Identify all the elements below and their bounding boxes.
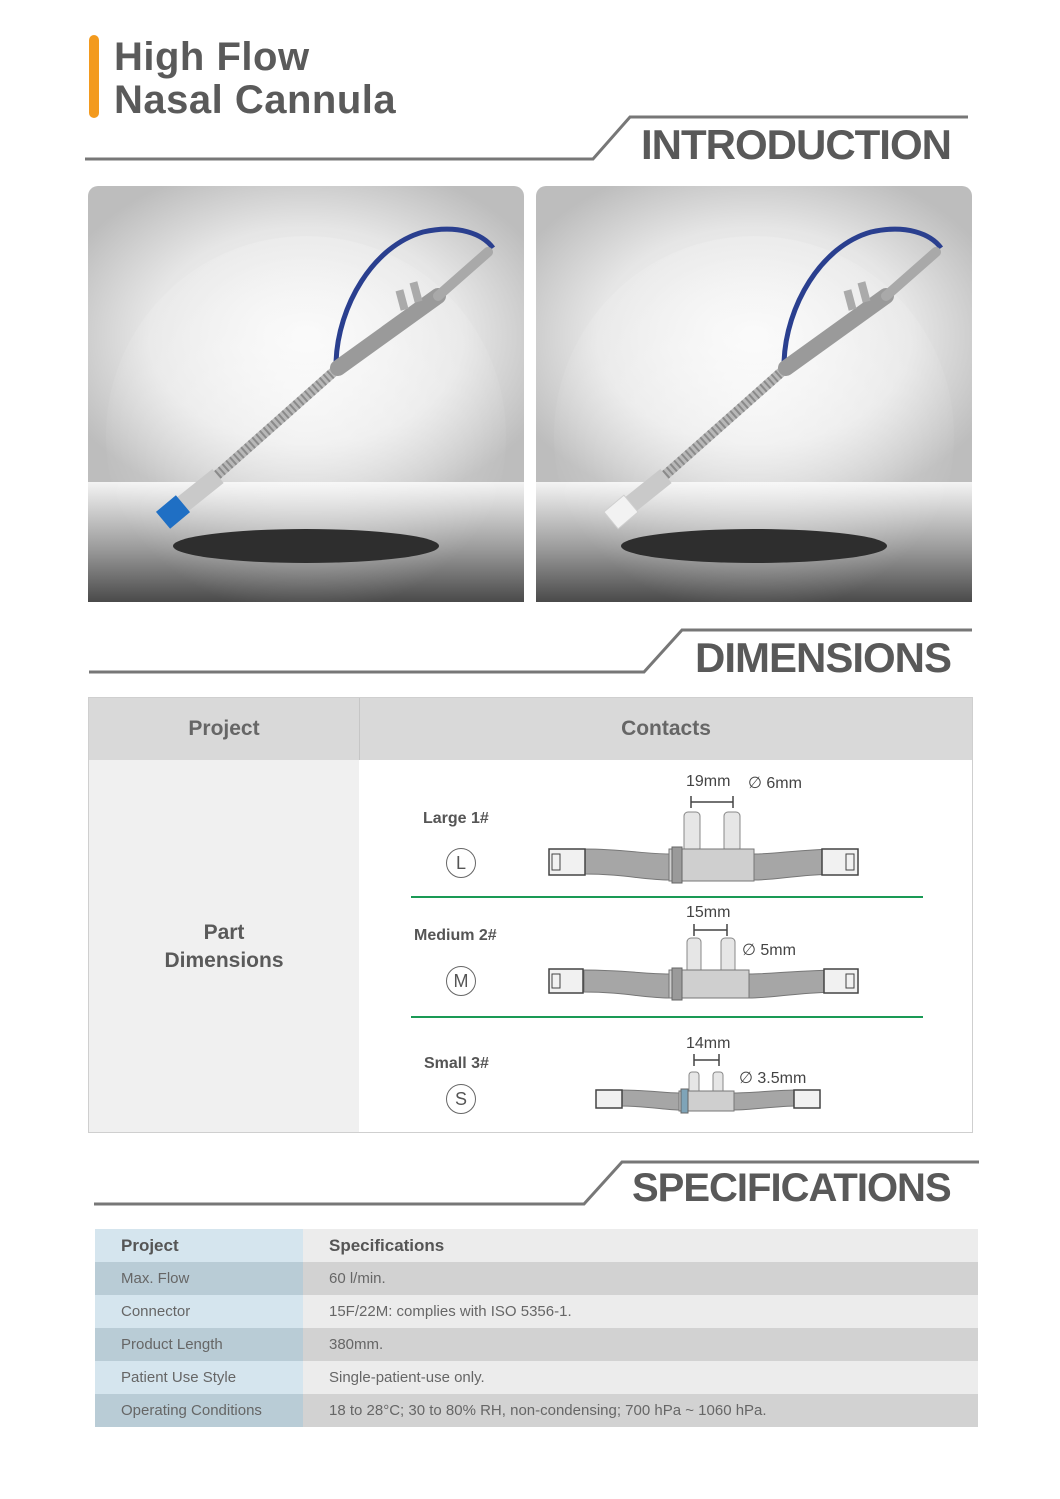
size-letter-large: L <box>446 848 476 878</box>
page-title <box>114 36 396 122</box>
product-photo-blue-connector <box>88 186 524 602</box>
spacing-small: 14mm <box>686 1035 731 1052</box>
spec-label: Patient Use Style <box>95 1361 303 1394</box>
spec-header-project: Project <box>95 1229 303 1262</box>
spec-value: 18 to 28°C; 30 to 80% RH, non-condensing; 700 hPa ~ 1060 hPa. <box>303 1394 978 1427</box>
specifications-table <box>95 1229 978 1427</box>
dimensions-header-contacts: Contacts <box>360 698 972 760</box>
product-photo-white-connector <box>536 186 972 602</box>
introduction-section-header <box>85 115 970 168</box>
table-row <box>95 1262 978 1295</box>
part-dimensions-label <box>89 919 359 975</box>
spec-value: 60 l/min. <box>303 1262 978 1295</box>
part-dimensions-label-line2: Dimensions <box>164 949 284 972</box>
dimensions-header-project: Project <box>89 698 360 760</box>
diameter-large: ∅ 6mm <box>748 775 802 792</box>
size-name-small: Small 3# <box>424 1055 489 1072</box>
size-name-medium: Medium 2# <box>414 927 497 944</box>
table-row <box>95 1394 978 1427</box>
table-row <box>95 1361 978 1394</box>
dimensions-table <box>88 697 973 1133</box>
spec-label: Connector <box>95 1295 303 1328</box>
section-title-dimensions: DIMENSIONS <box>695 634 952 681</box>
divider-line <box>411 896 923 898</box>
part-dimensions-label-line1: Part <box>203 921 245 944</box>
spacing-large: 19mm <box>686 773 731 790</box>
spec-header-specifications: Specifications <box>303 1229 978 1262</box>
spec-value: 15F/22M: complies with ISO 5356-1. <box>303 1295 978 1328</box>
page-title-line1: High Flow <box>114 35 310 79</box>
size-name-large: Large 1# <box>423 810 489 827</box>
title-accent-bar <box>89 35 99 118</box>
spec-value: Single-patient-use only. <box>303 1361 978 1394</box>
diameter-small: ∅ 3.5mm <box>739 1070 807 1087</box>
specifications-section-header <box>94 1160 979 1210</box>
dimensions-section-header <box>89 628 974 681</box>
diameter-medium: ∅ 5mm <box>742 942 796 959</box>
cannula-diagram-medium <box>544 924 864 1004</box>
size-letter-small: S <box>446 1084 476 1114</box>
page-title-line2: Nasal Cannula <box>114 78 397 122</box>
divider-line <box>411 1016 923 1018</box>
cannula-diagram-small <box>594 1054 824 1118</box>
section-title-introduction: INTRODUCTION <box>641 121 951 168</box>
spacing-medium: 15mm <box>686 904 731 921</box>
spec-label: Operating Conditions <box>95 1394 303 1427</box>
spec-label: Max. Flow <box>95 1262 303 1295</box>
section-title-specifications: SPECIFICATIONS <box>632 1166 951 1210</box>
cannula-diagram-large <box>544 794 864 886</box>
spec-header-row <box>95 1229 978 1262</box>
table-row <box>95 1295 978 1328</box>
table-row <box>95 1328 978 1361</box>
size-letter-medium: M <box>446 966 476 996</box>
spec-value: 380mm. <box>303 1328 978 1361</box>
spec-label: Product Length <box>95 1328 303 1361</box>
